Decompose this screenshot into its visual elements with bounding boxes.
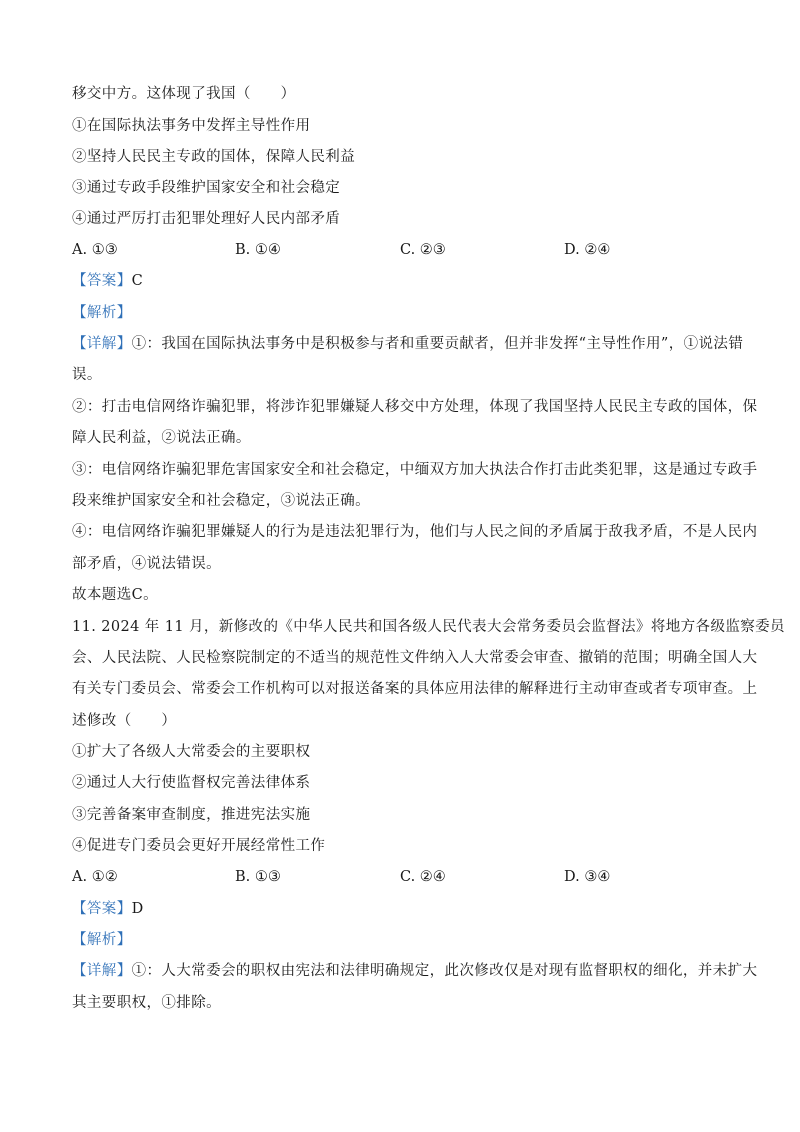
q11-choice-a: A. ①② — [72, 869, 118, 885]
q10-choice-d: D. ②④ — [564, 242, 611, 258]
q11-stem-1: 11. 2024 年 11 月，新修改的《中华人民共和国各级人民代表大会常务委员会监督法》将地方各级监察委员 — [72, 619, 785, 635]
q10-choice-b: B. ①④ — [235, 242, 281, 258]
q11-option-2: ②通过人大行使监督权完善法律体系 — [72, 775, 311, 791]
q11-stem-2: 会、人民法院、人民检察院制定的不适当的规范性文件纳入人大常委会审查、撤销的范围；明确全国人大 — [72, 650, 758, 666]
q11-choice-d: D. ③④ — [564, 869, 611, 885]
q11-answer — [72, 898, 144, 920]
q11-option-3: ③完善备案审查制度，推进宪法实施 — [72, 807, 311, 823]
q11-stem-3: 有关专门委员会、常委会工作机构可以对报送备案的具体应用法律的解释进行主动审查或者专项审查。上 — [72, 681, 758, 697]
q10-detail-8: 部矛盾，④说法错误。 — [72, 556, 221, 572]
detail-tag: 【详解】 — [72, 336, 132, 352]
q10-detail-1: 【详解】①：我国在国际执法事务中是积极参与者和重要贡献者，但并非发挥“主导性作用”，①说法错 — [72, 336, 744, 352]
q10-option-1: ①在国际执法事务中发挥主导性作用 — [72, 118, 311, 134]
q11-choices — [72, 866, 732, 888]
answer-tag: 【答案】 — [72, 273, 132, 289]
q10-choices — [72, 239, 732, 261]
q11-option-1: ①扩大了各级人大常委会的主要职权 — [72, 744, 311, 760]
q10-conclusion: 故本题选C。 — [72, 587, 158, 603]
q10-detail-2: 误。 — [72, 367, 102, 383]
q11-stem-4: 述修改（ ） — [72, 713, 177, 729]
q10-detail-7: ④：电信网络诈骗犯罪嫌疑人的行为是违法犯罪行为，他们与人民之间的矛盾属于敌我矛盾，不是人民内 — [72, 524, 758, 540]
q10-option-3: ③通过专政手段维护国家安全和社会稳定 — [72, 180, 341, 196]
q11-analysis-tag: 【解析】 — [72, 932, 132, 948]
q10-choice-c: C. ②③ — [400, 242, 446, 258]
q10-detail-3: ②：打击电信网络诈骗犯罪，将涉诈犯罪嫌疑人移交中方处理，体现了我国坚持人民民主专政的国体，保 — [72, 399, 758, 415]
q10-answer — [72, 270, 143, 292]
q10-detail-6: 段来维护国家安全和社会稳定，③说法正确。 — [72, 493, 370, 509]
q11-detail-1: 【详解】①：人大常委会的职权由宪法和法律明确规定，此次修改仅是对现有监督职权的细化，并未扩大 — [72, 963, 758, 979]
q10-detail-5: ③：电信网络诈骗犯罪危害国家安全和社会稳定，中缅双方加大执法合作打击此类犯罪，这是通过专政手 — [72, 462, 758, 478]
answer-tag: 【答案】 — [72, 901, 132, 917]
q10-choice-a: A. ①③ — [72, 242, 118, 258]
q10-stem: 移交中方。这体现了我国（ ） — [72, 86, 296, 102]
q11-choice-b: B. ①③ — [235, 869, 281, 885]
q11-detail-2: 其主要职权，①排除。 — [72, 995, 221, 1011]
detail-tag: 【详解】 — [72, 963, 132, 979]
q10-analysis-tag: 【解析】 — [72, 305, 132, 321]
q10-detail-4: 障人民利益，②说法正确。 — [72, 430, 251, 446]
q10-option-2: ②坚持人民民主专政的国体，保障人民利益 — [72, 149, 356, 165]
q11-choice-c: C. ②④ — [400, 869, 446, 885]
answer-value: C — [131, 273, 144, 289]
answer-value: D — [131, 901, 144, 917]
q10-option-4: ④通过严厉打击犯罪处理好人民内部矛盾 — [72, 211, 341, 227]
q11-option-4: ④促进专门委员会更好开展经常性工作 — [72, 838, 326, 854]
